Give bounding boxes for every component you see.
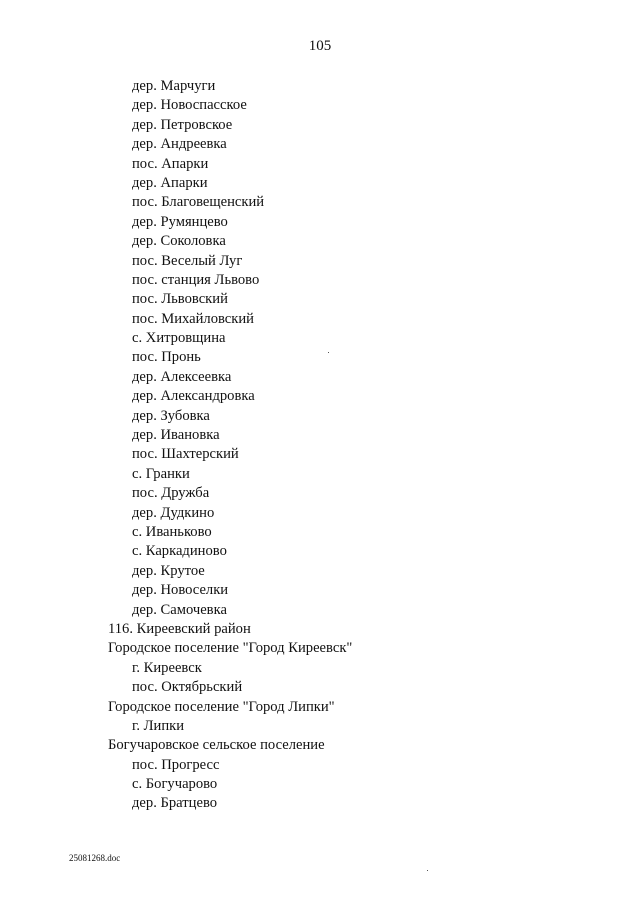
settlement-item: с. Хитровщина <box>132 330 226 347</box>
settlement-item: дер. Румянцево <box>132 213 228 230</box>
settlement-item: дер. Братцево <box>132 795 218 812</box>
settlement-item: с. Гранки <box>132 465 190 482</box>
section-heading: Городское поселение "Город Киреевск" <box>108 640 353 657</box>
settlement-item: дер. Самочевка <box>132 601 227 618</box>
settlement-item: пос. Шахтерский <box>132 446 239 463</box>
settlement-item: пос. Михайловский <box>132 310 254 327</box>
section-heading: Богучаровское сельское поселение <box>108 737 325 754</box>
settlement-item: дер. Петровское <box>132 116 233 133</box>
settlement-item: пос. Дружба <box>132 485 210 502</box>
footer-file-code: 25081268.doc <box>69 853 121 863</box>
settlement-item: пос. Прогресс <box>132 756 220 773</box>
settlement-item: дер. Зубовка <box>132 407 210 424</box>
settlement-item: г. Киреевск <box>132 659 202 676</box>
settlement-item: г. Липки <box>132 717 185 734</box>
settlement-item: дер. Александровка <box>132 388 255 405</box>
settlement-item: с. Иваньково <box>132 523 212 540</box>
settlement-item: пос. Львовский <box>132 291 228 308</box>
settlement-item: пос. Пронь <box>132 349 201 366</box>
section-heading: Городское поселение "Город Липки" <box>108 698 335 715</box>
settlement-item: с. Каркадиново <box>132 543 227 560</box>
section-heading: 116. Киреевский район <box>108 620 251 637</box>
settlement-item: пос. станция Львово <box>132 271 260 288</box>
settlement-list <box>0 77 640 814</box>
settlement-item: дер. Соколовка <box>132 233 226 250</box>
settlement-item: пос. Веселый Луг <box>132 252 243 269</box>
scan-speck <box>427 870 428 871</box>
settlement-item: пос. Благовещенский <box>132 194 265 211</box>
settlement-item: дер. Алексеевка <box>132 368 232 385</box>
settlement-item: дер. Марчуги <box>132 78 216 94</box>
settlement-item: дер. Новоселки <box>132 582 229 599</box>
settlement-item: дер. Андреевка <box>132 136 227 153</box>
settlement-item: дер. Новоспасское <box>132 97 247 114</box>
settlement-item: дер. Ивановка <box>132 427 220 444</box>
settlement-item: с. Богучарово <box>132 776 218 793</box>
settlement-item: дер. Апарки <box>132 174 208 191</box>
settlement-item: пос. Апарки <box>132 155 209 172</box>
page-number: 105 <box>308 38 332 54</box>
settlement-item: дер. Крутое <box>132 562 205 579</box>
settlement-item: дер. Дудкино <box>132 504 215 521</box>
scan-speck <box>328 352 329 353</box>
settlement-item: пос. Октябрьский <box>132 679 243 696</box>
